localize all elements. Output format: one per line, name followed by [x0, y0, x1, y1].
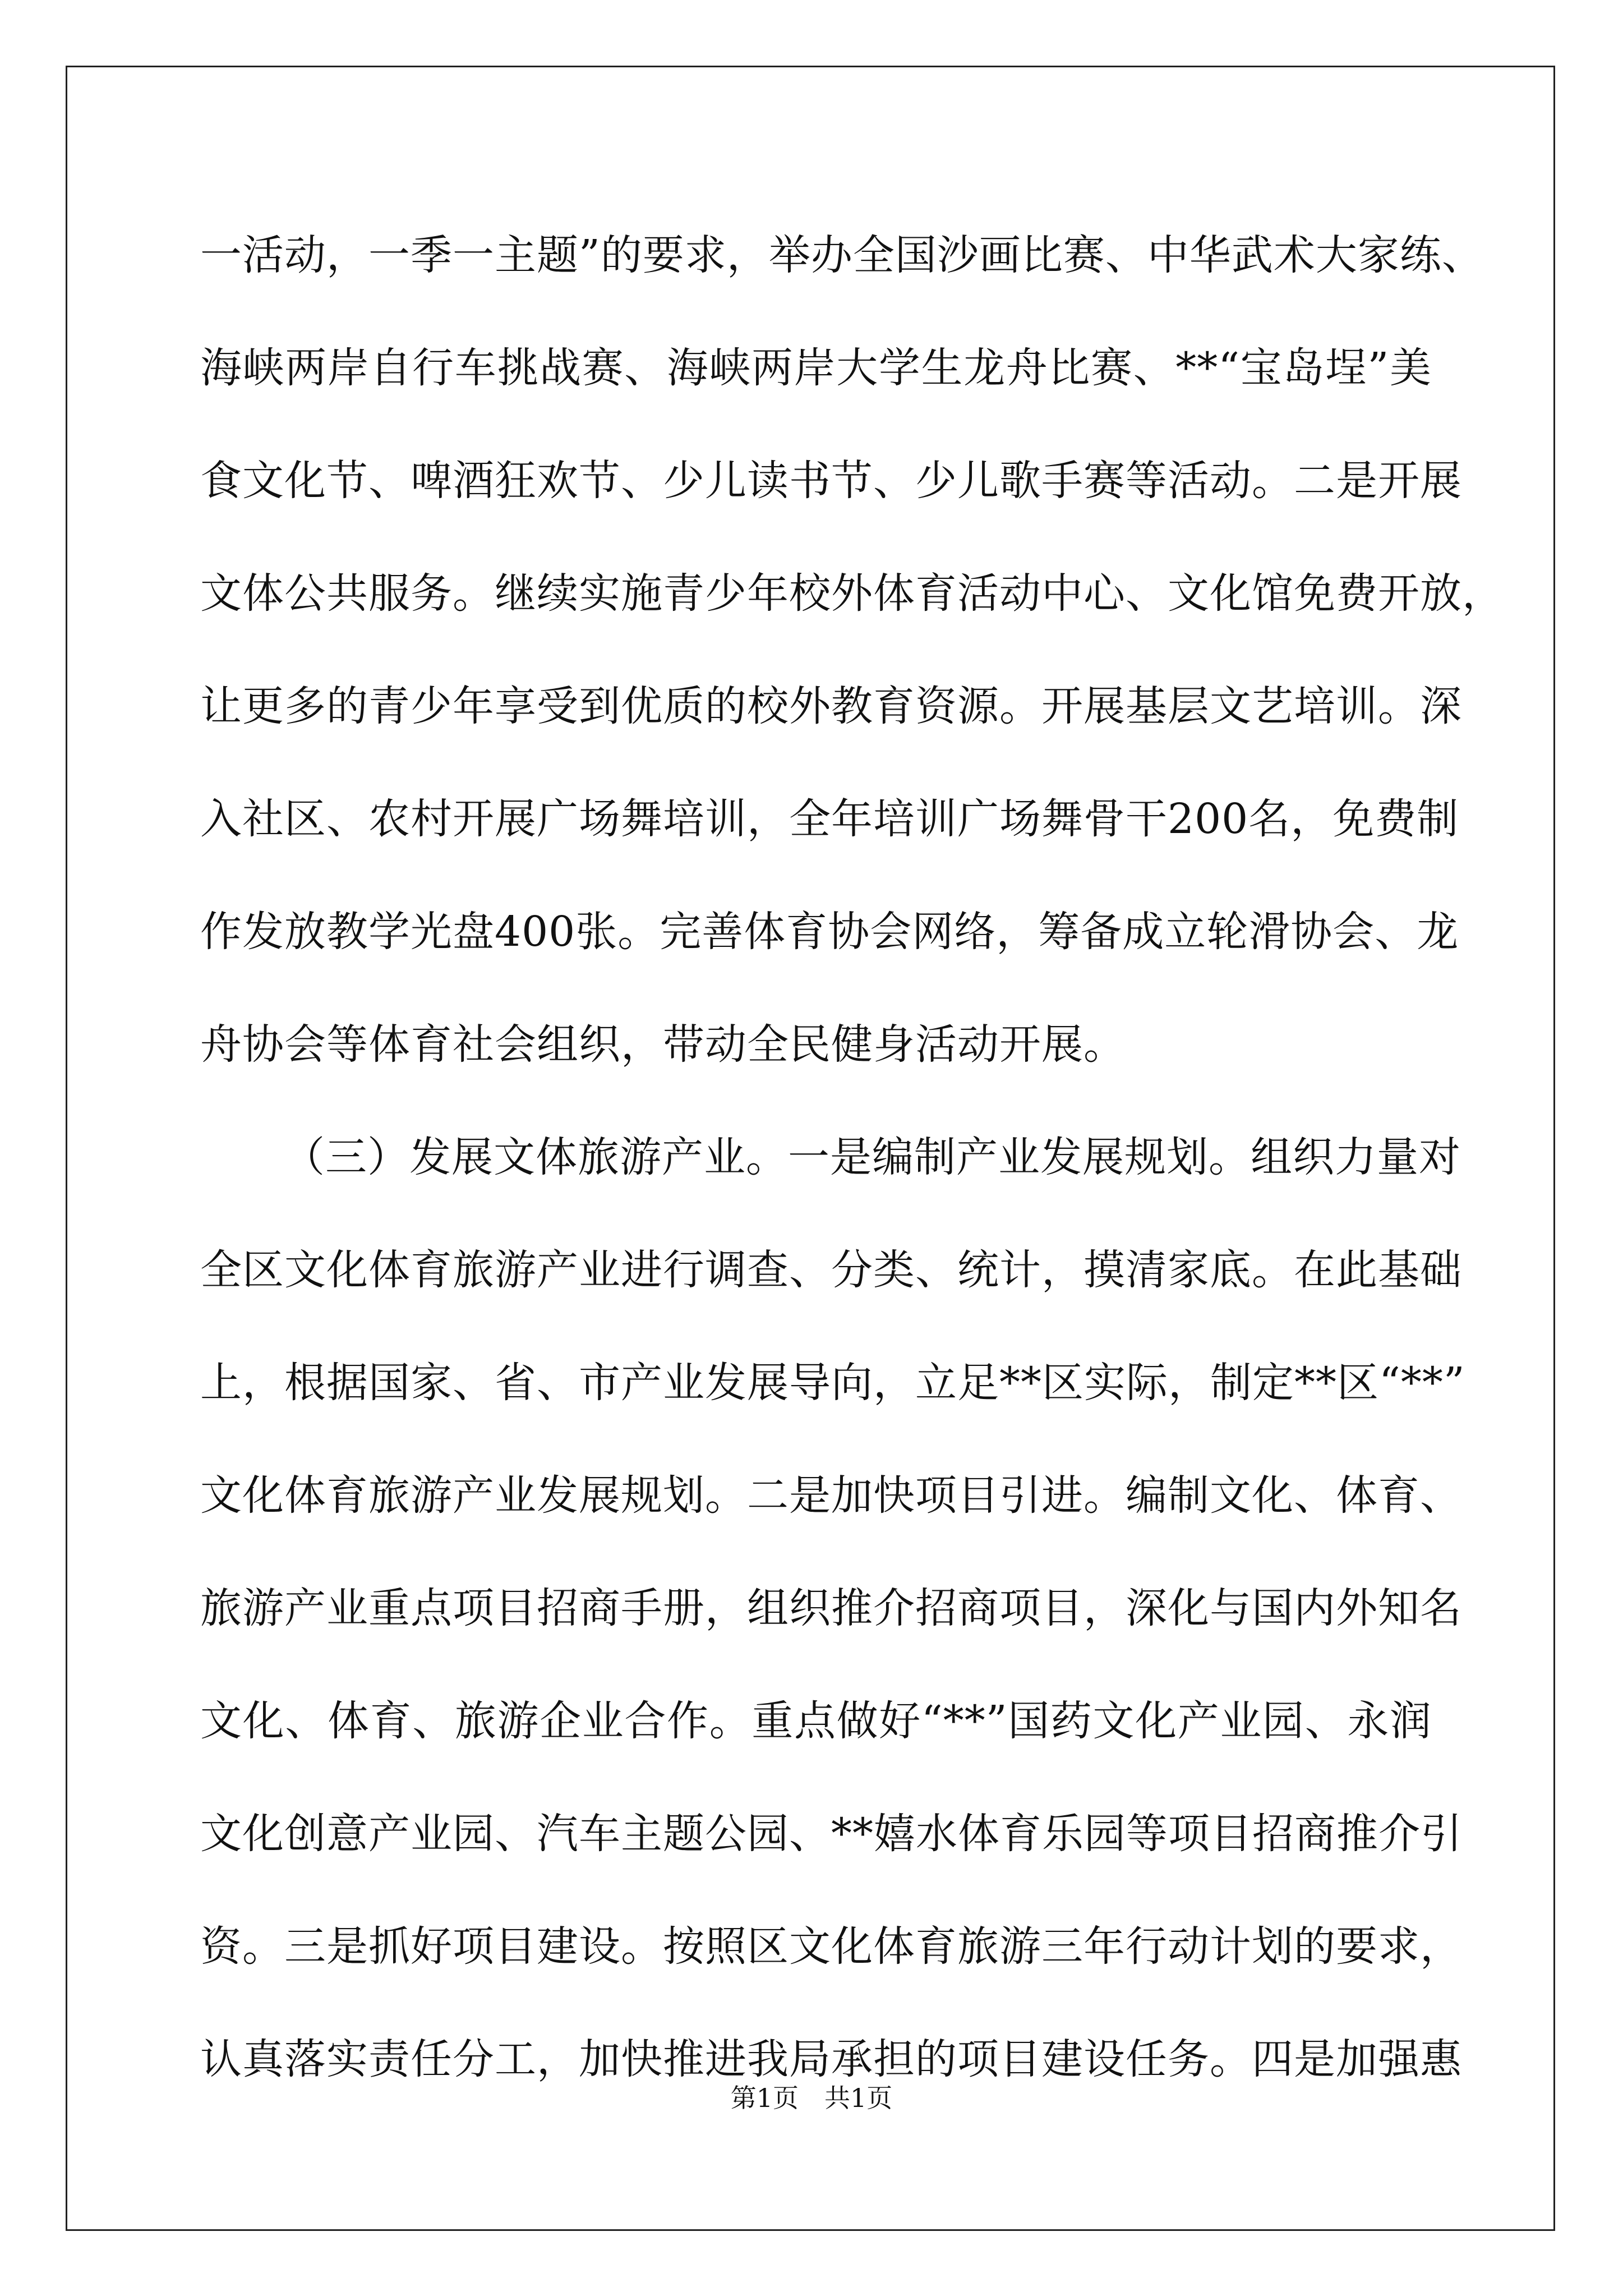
section-heading-line: （三）发展文体旅游产业。一是编制产业发展规划。组织力量对 [283, 1133, 1461, 1181]
page-footer: 第1页 共1页 [730, 2083, 893, 2113]
text-line: 认真落实责任分工，加快推进我局承担的项目建设任务。四是加强惠 [200, 2035, 1462, 2083]
text-line: 文化创意产业园、汽车主题公园、**嬉水体育乐园等项目招商推介引 [200, 1810, 1463, 1858]
text-line: 舟协会等体育社会组织，带动全民健身活动开展。 [200, 1020, 1126, 1069]
text-line: 文体公共服务。继续实施青少年校外体育活动中心、文化馆免费开放， [200, 569, 1504, 618]
text-line: 资。三是抓好项目建设。按照区文化体育旅游三年行动计划的要求， [200, 1922, 1462, 1971]
text-line: 文化、体育、旅游企业合作。重点做好“**”国药文化产业园、永润 [200, 1697, 1432, 1745]
text-line: 全区文化体育旅游产业进行调查、分类、统计，摸清家底。在此基础 [200, 1246, 1462, 1294]
document-body [200, 199, 1504, 2116]
text-line: 一活动，一季一主题”的要求，举办全国沙画比赛、中华武术大家练、 [200, 231, 1484, 279]
text-line: 食文化节、啤酒狂欢节、少儿读书节、少儿歌手赛等活动。二是开展 [200, 457, 1462, 505]
text-line: 旅游产业重点项目招商手册，组织推介招商项目，深化与国内外知名 [200, 1584, 1462, 1632]
text-line: 文化体育旅游产业发展规划。二是加快项目引进。编制文化、体育、 [200, 1471, 1462, 1520]
text-line: 海峡两岸自行车挑战赛、海峡两岸大学生龙舟比赛、**“宝岛埕”美 [200, 344, 1432, 392]
text-line: 让更多的青少年享受到优质的校外教育资源。开展基层文艺培训。深 [200, 682, 1462, 730]
text-line: 入社区、农村开展广场舞培训，全年培训广场舞骨干200名，免费制 [200, 795, 1459, 843]
text-line: 上，根据国家、省、市产业发展导向，立足**区实际，制定**区“**” [200, 1359, 1465, 1407]
text-line: 作发放教学光盘400张。完善体育协会网络，筹备成立轮滑协会、龙 [200, 908, 1459, 956]
